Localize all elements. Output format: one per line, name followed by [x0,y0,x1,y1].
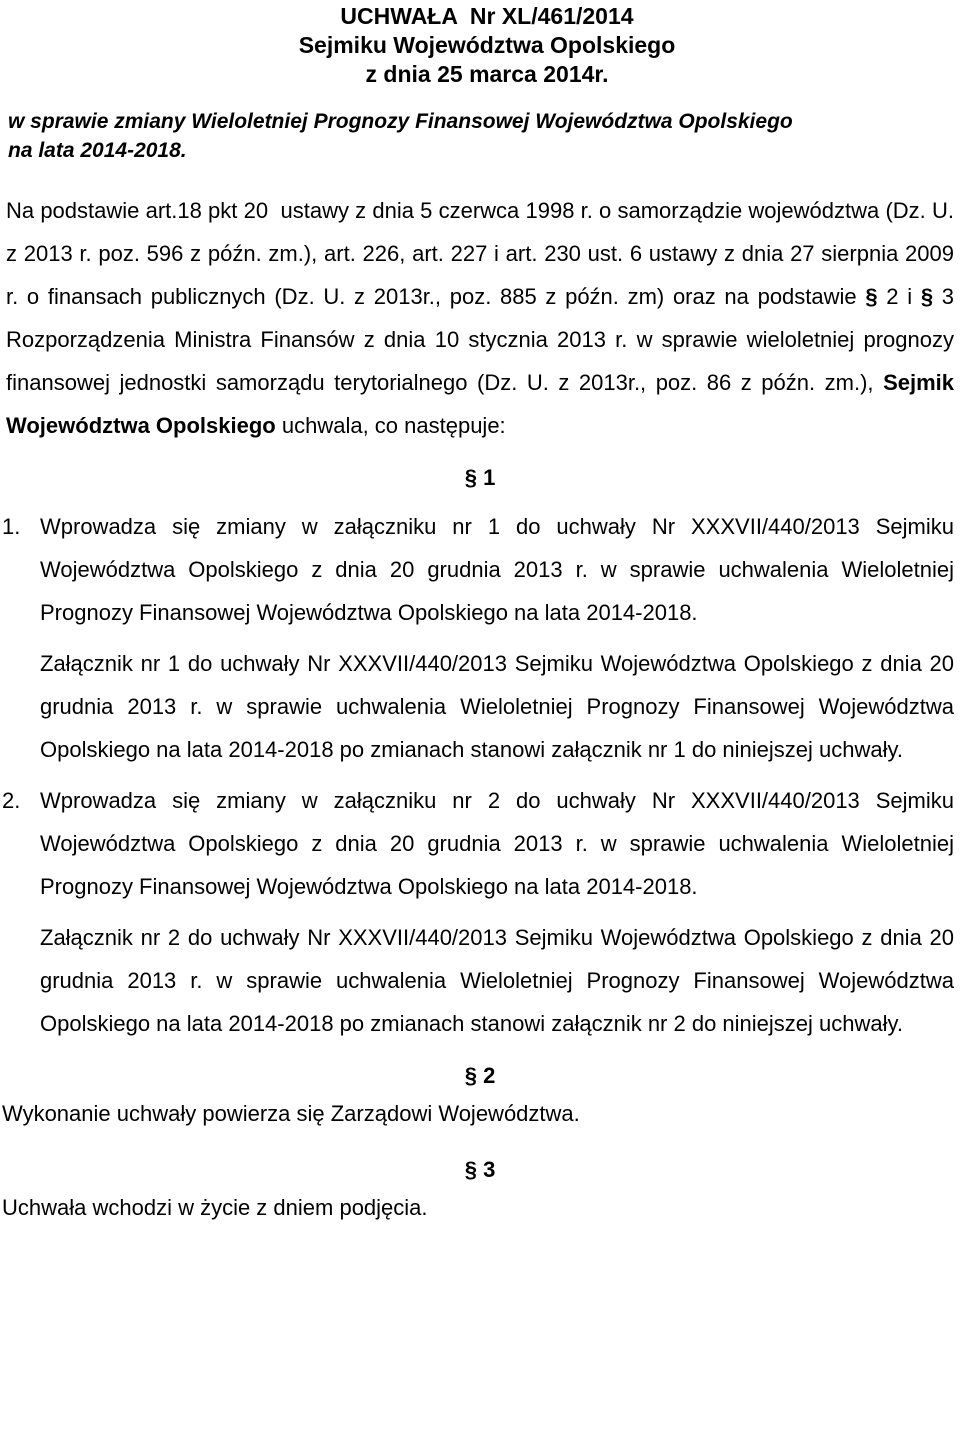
paragraph-symbol-icon: § [865,284,878,309]
resolution-number: UCHWAŁA Nr XL/461/2014 [340,3,634,29]
point-number: 2. [2,788,21,813]
section-2-heading [0,1059,960,1093]
section-number: 3 [483,1157,496,1182]
paragraph-symbol-icon: § [920,284,934,309]
paragraph-symbol-icon: § [464,1063,477,1088]
preamble-end: uchwala, co następuje: [275,413,506,438]
paragraph-symbol-icon: § [464,1157,477,1182]
section-1-point-2 [0,779,960,1045]
issuing-body: Sejmiku Województwa Opolskiego [298,32,676,58]
annex-text: Załącznik nr 1 do uchwały Nr XXXVII/440/2013 Sejmiku Województwa Opolskiego z dnia 20 grudnia 2013 r. w sprawie uchwalenia Wieloletniej Prognozy Finansowej Województwa Opolskiego na lata 2014-2018 po zmianach stanowi załącznik nr 1 do niniejszej uchwały. [40,651,954,762]
preamble-bold: Sejmik Województwa Opolskiego [6,370,954,438]
point-text: Wprowadza się zmiany w załączniku nr 1 do uchwały Nr XXXVII/440/2013 Sejmiku Województwa Opolskiego z dnia 20 grudnia 2013 r. w sprawie uchwalenia Wieloletniej Prognozy Finansowej Województwa Opolskiego na lata 2014-2018. [40,514,954,625]
preamble [0,189,960,447]
section-3-heading [0,1153,960,1187]
document-header [0,2,960,89]
section-3-text: Uchwała wchodzi w życie z dniem podjęcia. [2,1195,428,1220]
point-number: 1. [2,514,21,539]
section-number: 1 [483,465,496,490]
preamble-text: Na podstawie art.18 pkt 20 ustawy z dnia 5 czerwca 1998 r. o samorządzie województwa (Dz. U. z 2013 r. poz. 596 z późn. zm.), art. 226, art. 227 i art. 230 ust. 6 ustawy z dnia 27 sierpnia 2009 r. o finansach publicznych (Dz. U. z 2013r., poz. 885 z późn. zm) oraz na podstawie [6,198,960,309]
section-1-heading [0,461,960,495]
preamble-mid-2: 3 Rozporządzenia Ministra Finansów z dnia 10 stycznia 2013 r. w sprawie wieloletniej prognozy finansowej jednostki samorządu terytorialnego (Dz. U. z 2013r., poz. 86 z późn. zm.), [6,284,960,395]
resolution-subject [0,107,960,165]
subject-line-2: na lata 2014-2018. [8,139,187,162]
annex-text: Załącznik nr 2 do uchwały Nr XXXVII/440/2013 Sejmiku Województwa Opolskiego z dnia 20 grudnia 2013 r. w sprawie uchwalenia Wieloletniej Prognozy Finansowej Województwa Opolskiego na lata 2014-2018 po zmianach stanowi załącznik nr 2 do niniejszej uchwały. [40,925,954,1036]
resolution-date: z dnia 25 marca 2014r. [365,61,609,87]
paragraph-symbol-icon: § [464,465,477,490]
section-2-text: Wykonanie uchwały powierza się Zarządowi Województwa. [2,1101,580,1126]
section-1-point-1 [0,505,960,771]
point-text: Wprowadza się zmiany w załączniku nr 2 do uchwały Nr XXXVII/440/2013 Sejmiku Województwa Opolskiego z dnia 20 grudnia 2013 r. w sprawie uchwalenia Wieloletniej Prognozy Finansowej Województwa Opolskiego na lata 2014-2018. [40,788,954,899]
subject-line-1: w sprawie zmiany Wieloletniej Prognozy Finansowej Województwa Opolskiego [8,110,793,133]
preamble-mid-1: 2 i [877,284,921,309]
section-number: 2 [483,1063,496,1088]
